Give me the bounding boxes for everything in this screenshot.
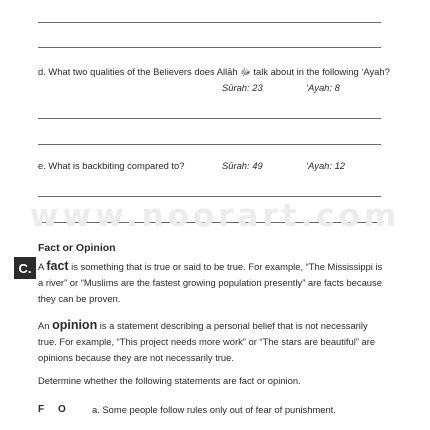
question-e-surah: Sūrah: 49 [222, 160, 263, 171]
question-e: e. What is backbiting compared to? [38, 160, 185, 171]
watermark: www.noorart.com [29, 198, 401, 234]
answer-line[interactable] [38, 47, 381, 48]
statement-a: a. Some people follow rules only out of fear of punishment. [92, 404, 336, 415]
question-e-ayah: ‘Ayah: 12 [306, 160, 346, 171]
answer-line[interactable] [38, 22, 381, 23]
question-d: d. What two qualities of the Believers does Allāh ﷻ talk about in the following ‘Ayah? [38, 66, 390, 77]
opinion-term: opinion [52, 318, 98, 332]
answer-line[interactable] [38, 196, 381, 197]
instruction-text: Determine whether the following statements are fact or opinion. [38, 375, 301, 386]
section-letter-badge: C. [14, 257, 36, 279]
answer-line[interactable] [38, 144, 381, 145]
question-d-surah: Sūrah: 23 [222, 82, 263, 93]
fact-paragraph: A fact is something that is true or said to be true. For example, “The Mississippi is a river” or “Muslims are the fastest growing population presently” are facts because they can be proven. [38, 259, 383, 304]
fact-term: fact [46, 259, 69, 273]
section-title: Fact or Opinion [38, 242, 116, 254]
answer-line[interactable] [38, 118, 381, 119]
opinion-paragraph: An opinion is a statement describing a personal belief that is not necessarily true. For example, “This project needs more work” or “The stars are beautiful” are opinions because they are not necessarily true. [38, 318, 376, 363]
fact-option[interactable]: F [38, 404, 45, 415]
opinion-option[interactable]: O [58, 404, 66, 415]
question-d-ayah: ‘Ayah: 8 [306, 82, 340, 93]
